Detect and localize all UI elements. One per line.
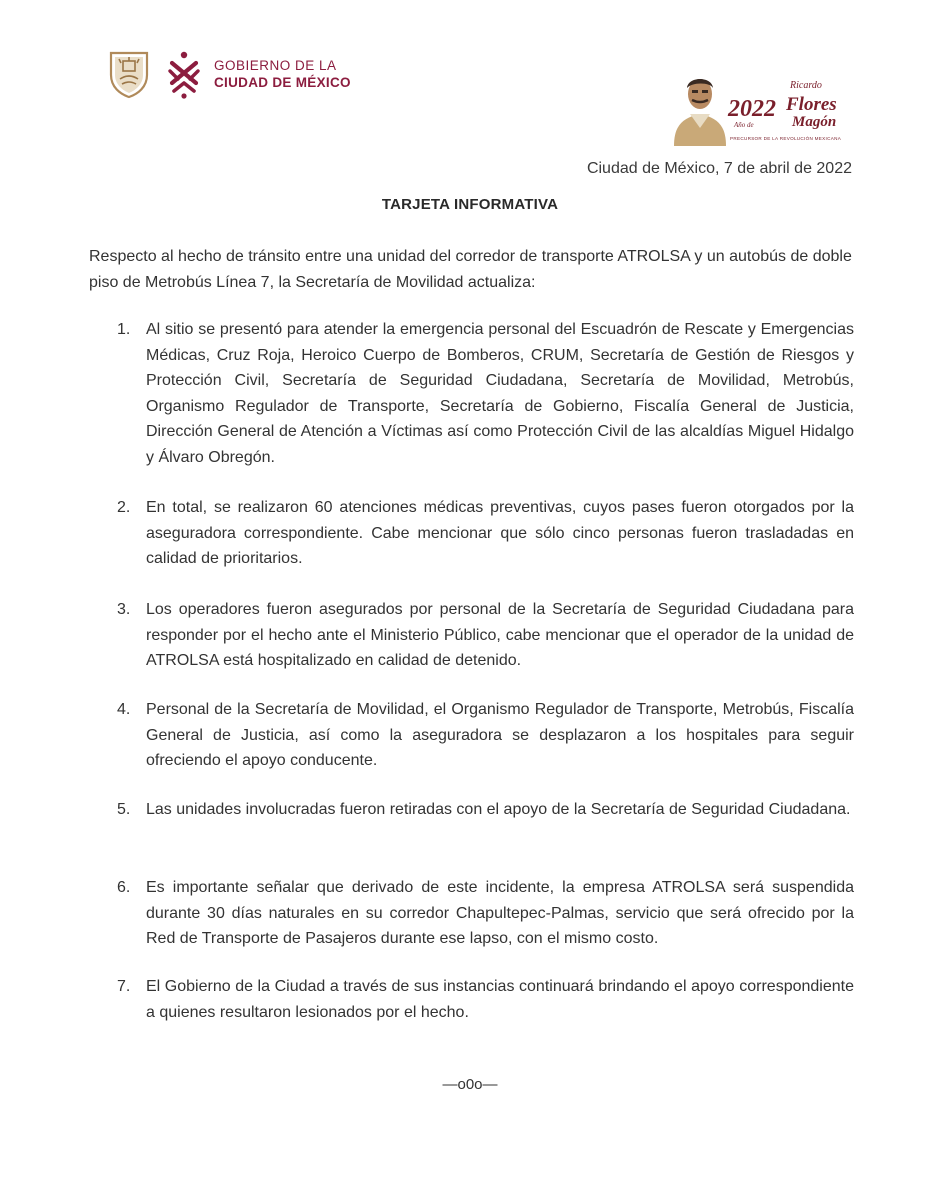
emblem-year-label: Año de [734,121,754,129]
list-item-text: Los operadores fueron asegurados por personal de la Secretaría de Seguridad Ciudadana para responder por el hecho ante el Ministerio Público, cabe mencionar que el operador de la unidad de ATROLSA está hospitalizado en calidad de detenido. [146,601,854,669]
closing-mark: —o0o— [442,1076,498,1093]
list-item-number: 1. [117,321,131,338]
list-item-text: Personal de la Secretaría de Movilidad, el Organismo Regulador de Transporte, Metrobús, Fiscalía General de Justicia, así como la aseguradora se desplazaron a los hospitales para seguir ofreciendo el apoyo conducente. [146,701,854,769]
list-item-text: Al sitio se presentó para atender la emergencia personal del Escuadrón de Rescate y Emergencias Médicas, Cruz Roja, Heroico Cuerpo de Bomberos, CRUM, Secretaría de Gestión de Riesgos y Protección Civil, Secretaría de Seguridad Ciudadana, Secretaría de Movilidad, Metrobús, Organismo Regulador de Transporte, Secretaría de Gobierno, Fiscalía General de Justicia, Dirección General de Atención a Víctimas así como Protección Civil de las alcaldías Miguel Hidalgo y Álvaro Obregón. [146,321,854,466]
government-name-line1: GOBIERNO DE LA [214,58,337,73]
list-item [117,317,854,470]
list-item-number: 6. [117,879,131,896]
document-date: Ciudad de México, 7 de abril de 2022 [586,160,852,177]
list-item-text: Es importante señalar que derivado de este incidente, la empresa ATROLSA será suspendida durante 30 días naturales en su corredor Chapultepec-Palmas, servicio que será ofrecido por la Red de Transporte de Pasajeros durante ese lapso, con el mismo costo. [146,879,854,947]
list-item-number: 3. [117,601,131,618]
cdmx-mark-icon [164,49,204,99]
intro-paragraph: Respecto al hecho de tránsito entre una unidad del corredor de transporte ATROLSA y un autobús de doble piso de Metrobús Línea 7, la Secretaría de Movilidad actualiza: [89,248,852,291]
list-item-number: 4. [117,701,131,718]
list-item [117,697,854,774]
list-item [117,597,854,674]
list-item [117,875,854,952]
list-item [117,974,854,1025]
coat-of-arms-icon [108,49,150,99]
document-title: TARJETA INFORMATIVA [381,196,559,213]
emblem-name-line2: Flores [786,94,837,115]
list-item-text: El Gobierno de la Ciudad a través de sus instancias continuará brindando el apoyo correspondiente a quienes resultaron lesionados por el hecho. [146,978,854,1021]
list-item-text: Las unidades involucradas fueron retiradas con el apoyo de la Secretaría de Seguridad Ciudadana. [146,801,851,818]
emblem-year: 2022 [728,96,776,122]
year-2022-emblem [668,70,860,148]
list-item [117,495,854,572]
government-name [214,57,351,91]
emblem-name-line3: Magón [792,114,837,130]
emblem-tagline: PRECURSOR DE LA REVOLUCIÓN MEXICANA [730,136,842,141]
list-item [117,797,854,823]
government-logo [108,46,351,102]
list-item-number: 7. [117,978,131,995]
list-item-text: En total, se realizaron 60 atenciones médicas preventivas, cuyos pases fueron otorgados por la aseguradora correspondiente. Cabe mencionar que sólo cinco personas fueron trasladadas en calidad de prioritarios. [146,499,854,567]
emblem-name-line1: Ricardo [790,80,822,91]
list-item-number: 2. [117,499,131,516]
portrait-icon [674,79,726,146]
government-name-line2: CIUDAD DE MÉXICO [214,75,351,90]
list-item-number: 5. [117,801,131,818]
